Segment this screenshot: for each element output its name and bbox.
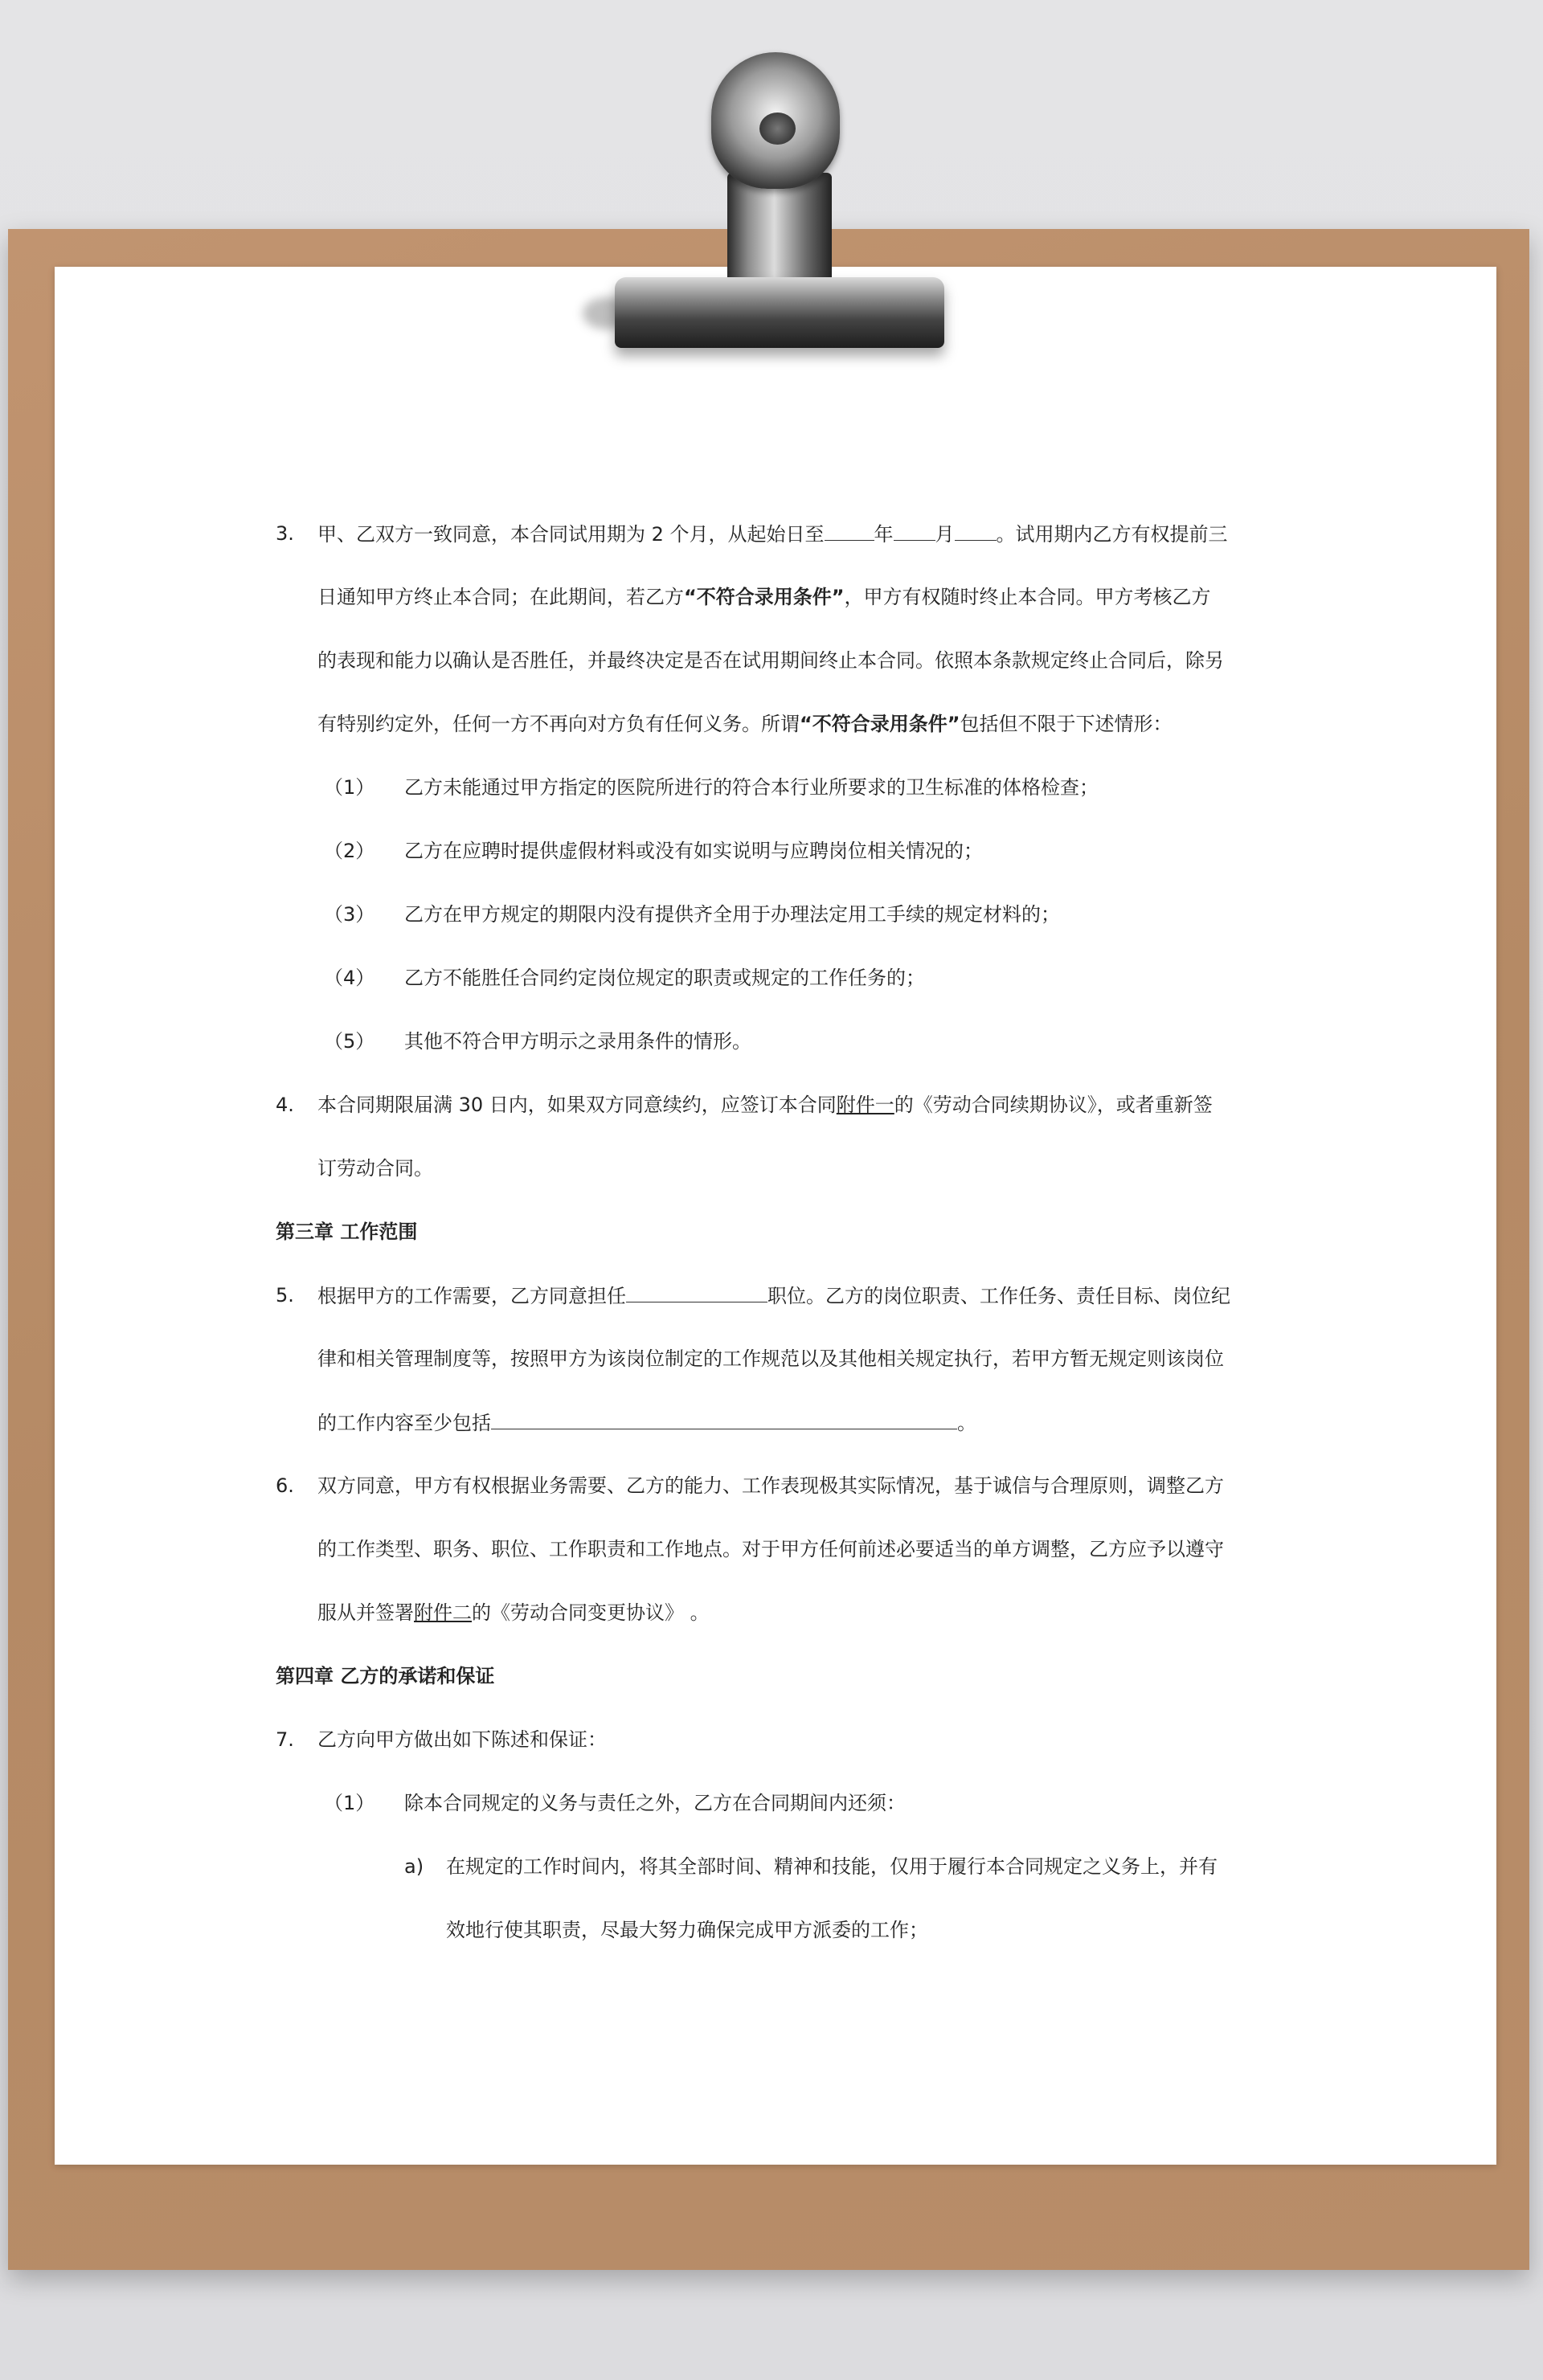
bold-term: “不符合录用条件” xyxy=(684,586,845,608)
clause-text: 职位。乙方的岗位职责、工作任务、责任目标、岗位纪 xyxy=(767,1285,1230,1307)
clause-number: 4. xyxy=(276,1094,294,1116)
clause-4-line-2: 订劳动合同。 xyxy=(317,1157,433,1180)
chapter-3-heading: 第三章 工作范围 xyxy=(276,1221,418,1243)
clause-text: 有特别约定外，任何一方不再向对方负有任何义务。所谓 xyxy=(317,713,800,735)
clip-neck xyxy=(727,173,832,293)
list-item xyxy=(324,902,1060,927)
item-label: （3） xyxy=(324,903,375,926)
clause-text: 。 xyxy=(957,1412,976,1434)
bold-term: “不符合录用条件” xyxy=(800,713,960,735)
item-label: （1） xyxy=(324,1792,375,1814)
clause-number: 6. xyxy=(276,1474,294,1497)
clause-text: 甲、乙双方一致同意，本合同试用期为 2 个月，从起始日至 xyxy=(317,523,825,546)
clause-number: 3. xyxy=(276,522,294,545)
clause-text: 根据甲方的工作需要，乙方同意担任 xyxy=(317,1285,626,1307)
clause-text: 的工作内容至少包括 xyxy=(317,1412,491,1434)
item-text: 乙方未能通过甲方指定的医院所进行的符合本行业所要求的卫生标准的体格检查； xyxy=(404,776,1099,799)
list-item xyxy=(324,1028,751,1054)
item-label: （5） xyxy=(324,1030,375,1053)
clause-text: ，甲方有权随时终止本合同。甲方考核乙方 xyxy=(844,586,1211,608)
clause-3-line-3: 的表现和能力以确认是否胜任，并最终决定是否在试用期间终止本合同。依照本条款规定终止合同后，除另 xyxy=(317,649,1224,672)
item-label: （2） xyxy=(324,840,375,862)
item-text: 其他不符合甲方明示之录用条件的情形。 xyxy=(404,1030,751,1053)
clause-text: 的《劳动合同变更协议》 。 xyxy=(472,1601,710,1624)
clause-6-line-3 xyxy=(317,1600,710,1626)
clause-text: 本合同期限届满 30 日内，如果双方同意续约，应签订本合同 xyxy=(317,1094,837,1116)
item-text: 乙方在应聘时提供虚假材料或没有如实说明与应聘岗位相关情况的； xyxy=(404,840,983,862)
clause-3-line-4 xyxy=(317,711,1173,737)
item-label: （1） xyxy=(324,776,375,799)
blank-day[interactable] xyxy=(955,521,997,541)
paper-sheet xyxy=(55,267,1496,2165)
clause-number: 5. xyxy=(276,1284,294,1307)
clause-text: 。试用期内乙方有权提前三 xyxy=(996,523,1228,546)
clause-text: 日通知甲方终止本合同；在此期间，若乙方 xyxy=(317,586,684,608)
clause-5-line-3 xyxy=(317,1409,976,1436)
clause-5-line-2: 律和相关管理制度等，按照甲方为该岗位制定的工作规范以及其他相关规定执行，若甲方暂无规定则该岗位 xyxy=(317,1347,1224,1370)
item-text: 在规定的工作时间内，将其全部时间、精神和技能，仅用于履行本合同规定之义务上，并有 xyxy=(446,1855,1218,1878)
annex-2-link[interactable]: 附件二 xyxy=(414,1601,472,1624)
clause-text: 服从并签署 xyxy=(317,1601,414,1624)
list-item xyxy=(324,965,925,991)
item-text: 乙方不能胜任合同约定岗位规定的职责或规定的工作任务的； xyxy=(404,967,925,989)
clause-text: 乙方向甲方做出如下陈述和保证： xyxy=(317,1728,607,1751)
clause-6-line-2: 的工作类型、职务、职位、工作职责和工作地点。对于甲方任何前述必要适当的单方调整，乙方应予以遵守 xyxy=(317,1538,1224,1560)
clause-3-line-2 xyxy=(317,584,1211,610)
clip-jaw xyxy=(615,277,944,348)
blank-year[interactable] xyxy=(825,521,874,541)
clause-text: 双方同意，甲方有权根据业务需要、乙方的能力、工作表现极其实际情况，基于诚信与合理原则，调整乙方 xyxy=(317,1474,1224,1497)
item-label: （4） xyxy=(324,967,375,989)
list-item xyxy=(324,1790,906,1816)
sub-item-a-line-1 xyxy=(404,1854,1218,1879)
item-text: 除本合同规定的义务与责任之外，乙方在合同期间内还须： xyxy=(404,1792,906,1814)
chapter-4-heading: 第四章 乙方的承诺和保证 xyxy=(276,1665,495,1687)
clause-text: 包括但不限于下述情形： xyxy=(960,713,1173,735)
item-label: a) xyxy=(404,1855,424,1878)
list-item xyxy=(324,838,983,864)
clause-number: 7. xyxy=(276,1728,294,1751)
blank-duties[interactable] xyxy=(491,1409,957,1429)
annex-1-link[interactable]: 附件一 xyxy=(836,1094,894,1116)
blank-position[interactable] xyxy=(626,1282,767,1302)
clip-hole xyxy=(759,112,796,145)
clause-text: 月 xyxy=(935,523,955,546)
sub-item-a-line-2: 效地行使其职责，尽最大努力确保完成甲方派委的工作； xyxy=(446,1919,928,1941)
clause-text: 的《劳动合同续期协议》，或者重新签 xyxy=(894,1094,1213,1116)
clause-text: 年 xyxy=(874,523,894,546)
blank-month[interactable] xyxy=(894,521,935,541)
list-item xyxy=(324,775,1099,800)
item-text: 乙方在甲方规定的期限内没有提供齐全用于办理法定用工手续的规定材料的； xyxy=(404,903,1060,926)
